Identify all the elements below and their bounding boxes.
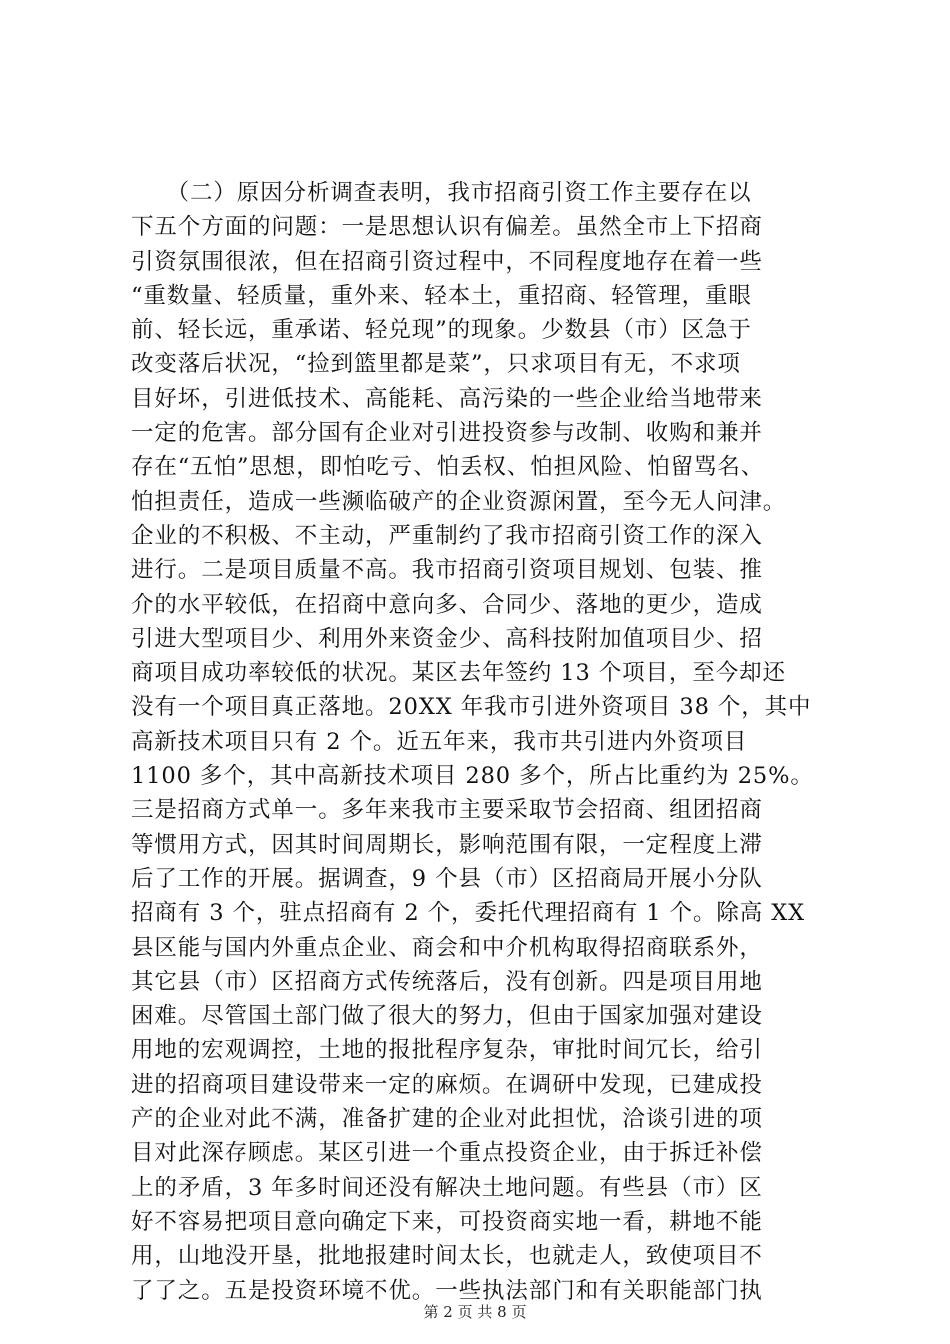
text-line: 三是招商方式单一。多年来我市主要采取节会招商、组团招商 (131, 797, 763, 824)
text-line: 等惯用方式，因其时间周期长，影响范围有限，一定程度上滞 (131, 831, 763, 858)
text-line: 没有一个项目真正落地。20XX 年我市引进外资项目 38 个，其中 (131, 694, 812, 721)
body-text (131, 176, 831, 1308)
text-line: 好不容易把项目意向确定下来，可投资商实地一看，耕地不能 (131, 1208, 763, 1235)
text-line: 用，山地没开垦，批地报建时间太长，也就走人，致使项目不 (131, 1243, 763, 1270)
text-line: 产的企业对此不满，准备扩建的企业对此担忧，洽谈引进的项 (131, 1106, 763, 1133)
text-line: 怕担责任，造成一些濒临破产的企业资源闲置，至今无人问津。 (131, 488, 787, 515)
text-line: 商项目成功率较低的状况。某区去年签约 13 个项目，至今却还 (131, 660, 786, 687)
page-footer: 第 2 页 共 8 页 (423, 1303, 527, 1321)
text-line: 后了工作的开展。据调查，9 个县（市）区招商局开展小分队 (131, 865, 763, 892)
text-line: 前、轻长远，重承诺、轻兑现”的现象。少数县（市）区急于 (131, 317, 752, 344)
text-line: “重数量、轻质量，重外来、轻本土，重招商、轻管理，重眼 (131, 282, 752, 309)
text-line: 高新技术项目只有 2 个。近五年来，我市共引进内外资项目 (131, 728, 748, 755)
text-line: 下五个方面的问题：一是思想认识有偏差。虽然全市上下招商 (131, 214, 763, 241)
text-line: 其它县（市）区招商方式传统落后，没有创新。四是项目用地 (131, 968, 763, 995)
text-line: 上的矛盾，3 年多时间还没有解决土地问题。有些县（市）区 (131, 1174, 763, 1201)
text-line: 目对此深存顾虑。某区引进一个重点投资企业，由于拆迁补偿 (131, 1140, 763, 1167)
text-line: 县区能与国内外重点企业、商会和中介机构取得招商联系外， (131, 934, 763, 961)
text-line: 存在“五怕”思想，即怕吃亏、怕丢权、怕担风险、怕留骂名、 (131, 454, 765, 481)
text-line: 企业的不积极、不主动，严重制约了我市招商引资工作的深入 (131, 522, 763, 549)
text-line: 改变落后状况，“捡到篮里都是菜”，只求项目有无，不求项 (131, 351, 741, 378)
text-line: 进的招商项目建设带来一定的麻烦。在调研中发现，已建成投 (131, 1071, 763, 1098)
text-line: 一定的危害。部分国有企业对引进投资参与改制、收购和兼并 (131, 420, 763, 447)
text-line: 引资氛围很浓，但在招商引资过程中，不同程度地存在着一些 (131, 248, 763, 275)
text-line: 1100 多个，其中高新技术项目 280 多个，所占比重约为 25%。 (131, 763, 814, 790)
text-line: 引进大型项目少、利用外来资金少、高科技附加值项目少、招 (131, 625, 763, 652)
text-line: 困难。尽管国土部门做了很大的努力，但由于国家加强对建设 (131, 1003, 763, 1030)
text-line: 介的水平较低，在招商中意向多、合同少、落地的更少，造成 (131, 591, 763, 618)
text-line: 目好坏，引进低技术、高能耗、高污染的一些企业给当地带来 (131, 385, 763, 412)
text-line: 招商有 3 个，驻点招商有 2 个，委托代理招商有 1 个。除高 XX (131, 900, 806, 927)
text-line: 进行。二是项目质量不高。我市招商引资项目规划、包装、推 (131, 557, 763, 584)
text-line: （二）原因分析调查表明，我市招商引资工作主要存在以 (131, 180, 752, 206)
text-line: 用地的宏观调控，土地的报批程序复杂，审批时间冗长，给引 (131, 1037, 763, 1064)
text-line: 了了之。五是投资环境不优。一些执法部门和有关职能部门执 (131, 1277, 763, 1304)
